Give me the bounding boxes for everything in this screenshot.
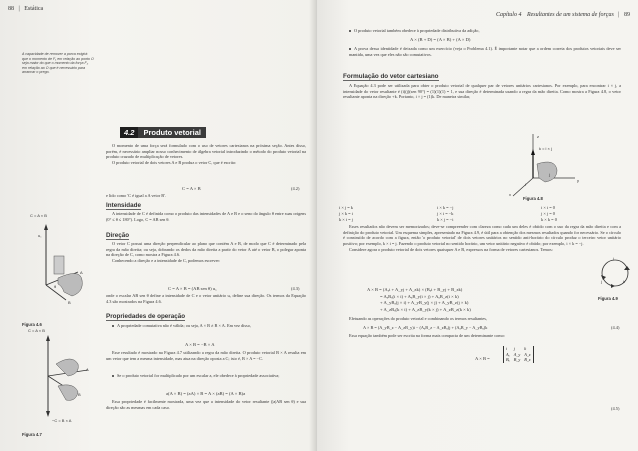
unit-products-col <box>339 205 407 223</box>
left-chapter: Estática <box>24 6 44 12</box>
fig47-label-b: B <box>78 392 81 397</box>
equation-number: (4.3) <box>291 286 300 291</box>
side-note: A capacidade de remover a porca exigirá que o momento de F₁ em relação ao ponto O seja maior do que o momento da força F₂ em relação ao O que é necessário para arrancar o prego. <box>22 52 94 75</box>
equation-4-3: C = A × B = (AB sen θ) u꜀ <box>168 286 217 291</box>
unit-product: j × i = −k <box>437 211 454 216</box>
right-hand-icon <box>56 359 78 376</box>
cartesian-heading: Formulação do vetor cartesiano <box>343 73 439 80</box>
compact-text <box>343 333 621 339</box>
section-title: Produto vetorial <box>143 128 201 137</box>
figure-4-9-caption: Figura 4.9 <box>598 296 618 301</box>
figure-4-7 <box>18 334 108 424</box>
det-cell: j <box>513 346 515 351</box>
arrowhead-icon <box>624 266 630 270</box>
arrowhead-icon <box>46 411 50 417</box>
figure-4-9 <box>597 255 633 291</box>
arrowhead-icon <box>44 224 48 230</box>
property-paragraph: Essa propriedade é facilmente mostrada, uma vez que a intensidade do vetor resultante (|a|AB sen θ) e sua direção são as mesmas em cada caso. <box>106 399 306 410</box>
arrowhead-icon <box>531 149 535 155</box>
unit-products-col <box>541 205 609 223</box>
fig48-label-z: z <box>537 134 539 139</box>
property-bullet <box>112 323 306 329</box>
right-hand-icon <box>58 273 82 296</box>
fig46-label-top: C = A × B <box>30 213 47 218</box>
bullet-icon <box>112 325 114 327</box>
unit-product: i × k = −j <box>437 205 454 210</box>
expansion-line: A × B = (Aₓi + A_yj + A_zk) × (Bₓi + B_yj + B_zk) <box>367 287 463 292</box>
arrowhead-icon <box>611 284 615 288</box>
unit-product: k × j = −i <box>437 217 454 222</box>
unit-product: i × i = 0 <box>541 205 555 210</box>
unit-product: j × k = i <box>339 211 353 216</box>
perform-paragraph: Efetuando as operações do produto vetorial e combinando os termos resultantes, <box>349 316 488 321</box>
equation-number: (4.2) <box>291 186 300 191</box>
det-cell: Bₓ <box>506 357 510 362</box>
left-header: 88 | Estática <box>8 6 44 12</box>
equation-number: (4.5) <box>611 406 620 411</box>
unit-product: j × j = 0 <box>541 211 555 216</box>
figure-4-7-caption: Figura 4.7 <box>22 432 42 437</box>
expansion-line: + A_zBₓ(k × i) + A_zB_y(k × j) + A_zB_z(k × k) <box>380 306 471 312</box>
bullet-icon <box>349 48 351 50</box>
perform-text <box>343 316 621 322</box>
x-axis <box>513 178 533 196</box>
equation-number: (4.4) <box>611 325 620 330</box>
read-as-text: e lido como 'C é igual a A vetor B'. <box>106 193 167 198</box>
intensity-text <box>106 211 306 222</box>
direction-paragraph: Conhecendo a direção e a intensidade de C, podemos escrever: <box>112 258 221 264</box>
fig47-label-bottom: −C = B × A <box>52 418 72 423</box>
fig48-label-x: x <box>509 192 511 197</box>
section-number: 4.2 <box>120 127 138 138</box>
figure-4-8-caption: Figura 4.8 <box>523 196 543 201</box>
explain-paragraph: Esses resultados não devem ser memorizados; deve-se compreender com clareza como cada um deles é obtido com o uso da regra da mão direita e com a definição do produto vetorial. Um esquema simples, apresentado na Figura 4.9, é útil para a obtenção dos mesmos resultados quando for necessário. Se o círculo é construído de acordo com a figura, então 'o produto vetorial' de dois vetores unitários no sentido anti-horário do círculo produz o terceiro vetor unitário positivo; por exemplo, k × i = j. Fazendo o produto vetorial no sentido horário, um vetor unitário negativo é obtido; por exemplo, i × k = −j. <box>343 224 621 247</box>
fig46-label-uc: u꜀ <box>38 233 42 238</box>
intensity-paragraph: A intensidade de C é definida como o produto das intensidades de A e B e o seno do ângulo θ entre suas origens (0° ≤ θ ≤ 180°). Logo, C = AB sen θ. <box>106 211 306 222</box>
right-page-number: 89 <box>624 12 630 18</box>
direction-heading: Direção <box>106 232 130 239</box>
unit-product: k × k = 0 <box>541 217 557 222</box>
intro-paragraph: O momento de uma força será formulado com o uso de vetores cartesianos na próxima seção. Antes disso, porém, é necessário ampliar nosso conhecimento de álgebra vetorial introduzindo o método do produto vetorial na produto cruzado de multiplicação de vetores. <box>106 143 306 160</box>
unit-product: k × i = j <box>339 217 353 222</box>
right-header: Capítulo 4 Resultantes de um sistema de forças | 89 <box>495 12 630 18</box>
expansion-line: + A_yBₓ(j × i) + A_yB_y(j × j) + A_yB_z(j × k) <box>380 300 469 306</box>
equation-4-4: A × B = (A_yB_z − A_zB_y)i − (AₓB_z − A_zBₓ)j + (AₓB_y − A_yBₓ)k <box>363 325 488 330</box>
expansion-line: = AₓBₓ(i × i) + AₓB_y(i × j) + AₓB_z(i × k) <box>380 293 459 299</box>
figure-4-6 <box>18 220 108 310</box>
left-page-number: 88 <box>8 6 14 12</box>
right-page <box>317 0 638 451</box>
fig46-label-theta: θ <box>54 284 57 289</box>
unit-product: i × j = k <box>339 205 353 210</box>
fig48-label-y: y <box>577 178 579 183</box>
equation-commutative: A × B = −B × A <box>185 342 215 347</box>
right-title: Resultantes de um sistema de forças <box>526 12 614 18</box>
det-cell: A_z <box>524 351 531 357</box>
explain-text <box>343 224 621 253</box>
arrowhead-icon <box>46 335 50 341</box>
left-page <box>0 0 317 451</box>
fig47-label-a: A <box>86 367 89 372</box>
fig46-label-b: B <box>68 300 71 305</box>
det-cell: i <box>506 346 508 351</box>
figure-4-6-caption: Figura 4.6 <box>22 322 42 327</box>
explain-paragraph: Considere agora o produto vetorial de dois vetores quaisquer A e B, expressos na forma de vetores cartesianos. Temos: <box>349 246 553 252</box>
direction-text <box>106 241 306 264</box>
equation-distributive: A × (B + D) = (A × B) + (A × D) <box>410 37 471 42</box>
unit-products-col <box>437 205 505 223</box>
right-chapter: Capítulo 4 <box>495 12 522 18</box>
det-cell: Aₓ <box>506 351 510 357</box>
right-hand-icon <box>537 162 557 182</box>
section-heading <box>120 127 206 138</box>
cartesian-paragraph: A Equação 4.3 pode ser utilizada para obter o produto vetorial de qualquer par de vetores unitários cartesianos. Por exemplo, para encontrar i × j, a intensidade do vetor resultante é (i)(j)(sen 90°) = (1)(1)(1) = 1, e sua direção é determinada usando a regra da mão direita. Como mostra a Figura 4.8, o vetor resultante aponta na direção +k. Portanto, i × j = (1)k. De maneira similar, <box>343 83 621 100</box>
direction-after-text: onde o escalar AB sen θ define a intensidade de C e o vetor unitário u꜀ define sua direção. Os termos da Equação 4.3 são mostrados na Figura 4.6. <box>106 293 306 304</box>
properties-heading: Propriedades de operação <box>106 313 186 320</box>
bullet-icon <box>112 375 114 377</box>
thumb-icon <box>54 256 64 274</box>
cartesian-text <box>343 83 621 100</box>
proof-bullet <box>349 46 621 57</box>
bullet-icon <box>349 30 351 32</box>
bullet-text: A prova dessa identidade é deixada como um exercício (veja o Problema 4.1). É importante notar que a ordem correta dos produtos vetoriais deve ser mantida, uma vez que eles não são comutativos. <box>349 46 621 57</box>
fig48-label-k: k = i × j <box>539 146 552 151</box>
intro-paragraph: O produto vetorial de dois vetores A e B produz o vetor C, que é escrito: <box>112 160 237 166</box>
equation-associative: a(A × B) = (aA) × B = A × (aB) = (A × B)a <box>166 391 246 396</box>
figure-4-8 <box>497 130 577 200</box>
fig48-label-j: j <box>549 172 550 177</box>
det-cell: B_y <box>513 357 521 362</box>
determinant <box>503 346 534 363</box>
fig49-label-i: i <box>613 256 614 261</box>
det-cell: k <box>524 346 527 351</box>
direction-paragraph: O vetor C possui uma direção perpendicular ao plano que contém A e B, de modo que C é determinado pela regra da mão direita; ou seja, dobrando os dedos da mão direita a partir do vetor A até o vetor B, o polegar aponta na direção de C, como mostra a Figura 4.6. <box>106 241 306 258</box>
det-cell: A_y <box>513 351 521 357</box>
fig46-label-a: A <box>80 270 83 275</box>
property-paragraph: Esse resultado é mostrado na Figura 4.7 utilizando a regra da mão direita. O produto vetorial B × A resulta em um vetor que tem a mesma intensidade, mas atua na direção oposta a C; isto é, B × A = −C. <box>106 350 306 361</box>
bullet-text: O produto vetorial também obedece à propriedade distributiva da adição, <box>354 28 480 33</box>
fig49-label-j: j <box>601 279 602 284</box>
determinant-lhs: A × B = <box>475 356 490 361</box>
compact-paragraph: Essa equação também pode ser escrita na forma mais compacta de um determinante como: <box>349 333 505 338</box>
bullet-text: Se o produto vetorial for multiplicado por um escalar a, ele obedece à propriedade associativa; <box>117 373 280 378</box>
property-bullet <box>112 373 306 379</box>
property-text <box>106 350 306 361</box>
det-cell: B_z <box>524 357 531 362</box>
intro-text <box>106 143 306 166</box>
right-hand-icon <box>58 385 78 400</box>
bullet-text: A propriedade comutativa não é válida; ou seja, A × B ≠ B × A. Em vez disso, <box>117 323 251 328</box>
fig49-label-k: k <box>623 279 625 284</box>
cross-product-expansion <box>367 287 471 313</box>
intensity-heading: Intensidade <box>106 202 141 209</box>
property-text <box>106 399 306 410</box>
equation-4-2: C = A × B <box>182 186 201 191</box>
distributive-bullet <box>349 28 619 34</box>
fig48-label-i: i <box>525 182 526 187</box>
fig47-label-top: C = A × B <box>28 328 45 333</box>
